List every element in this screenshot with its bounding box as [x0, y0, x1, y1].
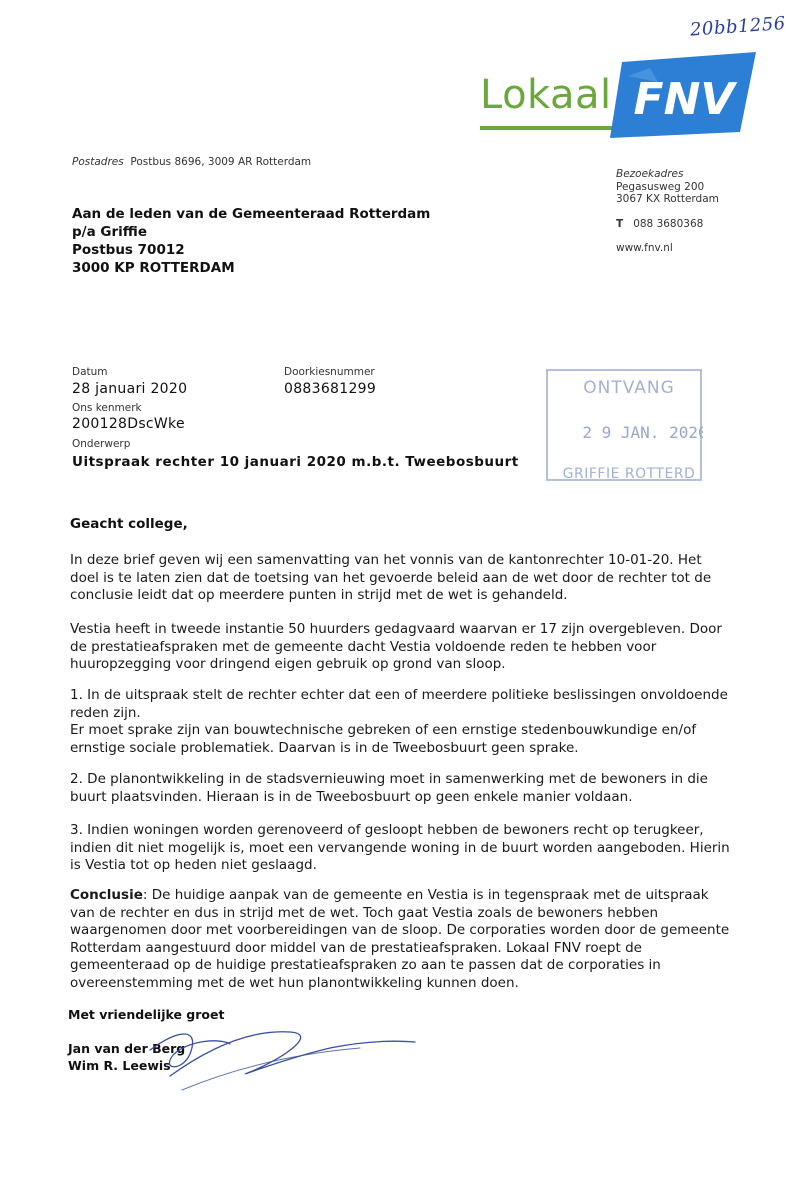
signatory-name: Jan van der Berg: [68, 1041, 186, 1056]
received-stamp: [545, 366, 703, 484]
paragraph-point-3: [70, 822, 730, 875]
paragraph-point-2: [70, 771, 730, 806]
date-value: 28 januari 2020: [72, 381, 188, 397]
paragraph-text: 3. Indien woningen worden gerenoveerd of gesloopt hebben de bewoners recht op terugkeer, indien dit niet mogelijk is, moet een vervangende woning in de buurt worden aangeboden. Hierin is Vestia tot op heden niet geslaagd.: [70, 822, 730, 874]
recipient-line: 3000 KP ROTTERDAM: [72, 260, 235, 276]
lokaal-fnv-logo: [478, 52, 756, 140]
subject-label: Onderwerp: [72, 438, 131, 450]
paragraph-text: Er moet sprake zijn van bouwtechnische gebreken of een ernstige stedenbouwkundige en/of ernstige sociale problematiek. Daarvan is in de Tweebosbuurt geen sprake.: [70, 722, 697, 756]
extension-label: Doorkiesnummer: [284, 366, 375, 378]
paragraph-conclusion: [70, 887, 730, 993]
visit-street: Pegasusweg 200: [616, 180, 705, 193]
reference-value: 200128DscWke: [72, 416, 185, 432]
fnv-brand-text: FNV: [633, 74, 735, 125]
postal-address: [72, 156, 311, 168]
phone-prefix: T: [616, 217, 624, 230]
paragraph-vestia: [70, 621, 730, 674]
logo-word: Lokaal: [480, 72, 612, 118]
extension-value: 0883681299: [284, 381, 377, 397]
recipient-line: Postbus 70012: [72, 242, 185, 258]
paragraph-point-1: [70, 687, 730, 757]
visit-label: Bezoekadres: [616, 168, 684, 180]
postal-address-value: Postbus 8696, 3009 AR Rotterdam: [130, 156, 312, 168]
paragraph-text: 1. In de uitspraak stelt de rechter echter dat een of meerdere politieke beslissingen onvoldoende reden zijn.: [70, 687, 728, 721]
paragraph-intro: [70, 552, 730, 605]
recipient-block: [72, 205, 430, 277]
conclusion-label: Conclusie: [70, 887, 143, 903]
stamp-bottom-text: GRIFFIE ROTTERD: [562, 466, 696, 482]
handwritten-reference-note: 20bb1256: [689, 12, 787, 41]
visit-web: www.fnv.nl: [616, 242, 673, 254]
subject-value: Uitspraak rechter 10 januari 2020 m.b.t. Tweebosbuurt: [72, 454, 519, 470]
recipient-line: p/a Griffie: [72, 224, 147, 240]
stamp-top-text: ONTVANG: [583, 378, 675, 398]
paragraph-text: Vestia heeft in tweede instantie 50 huurders gedagvaard waarvan er 17 zijn overgebleven. Door de prestatieafspraken met de gemeente dacht Vestia voldoende reden te hebben voor huuropzegging voor dringend eigen gebruik op grond van sloop.: [70, 621, 722, 673]
visit-phone: 088 3680368: [633, 217, 704, 230]
recipient-line: Aan de leden van de Gemeenteraad Rotterdam: [72, 206, 431, 222]
fnv-brand-mark: [478, 52, 756, 140]
paragraph-text: In deze brief geven wij een samenvatting van het vonnis van de kantonrechter 10-01-20. Het doel is te laten zien dat de toetsing van het gevoerde beleid aan de wet door de rechter tot de conclusie leidt dat op meerdere punten in strijd met de wet is gehandeld.: [70, 552, 712, 604]
received-stamp-frame: [545, 366, 703, 484]
salutation: Geacht college,: [70, 516, 188, 532]
visiting-address: [616, 168, 719, 255]
handwritten-signature: [130, 1020, 420, 1095]
signatory-name: Wim R. Leewis: [68, 1058, 171, 1073]
postal-address-label: Postadres: [72, 156, 124, 168]
visit-city: 3067 KX Rotterdam: [616, 193, 719, 205]
paragraph-text: 2. De planontwikkeling in de stadsvernieuwing moet in samenwerking met de bewoners in die buurt plaatsvinden. Hieraan is in de Tweebosbuurt op geen enkele manier voldaan.: [70, 771, 708, 805]
conclusion-text: : De huidige aanpak van de gemeente en Vestia is in tegenspraak met de uitspraak van de rechter en dus in strijd met de wet. Toch gaat Vestia zoals de bewoners hebben waargenomen door met voorbereidingen van de sloop. De corporaties worden door de gemeente Rotterdam aangestuurd door middel van de prestatieafspraken. Lokaal FNV roept de gemeenteraad op de huidige prestatieafspraken zo aan te passen dat de corporaties in overeenstemming met de wet hun planontwikkeling kunnen doen.: [70, 887, 730, 991]
closing-greeting: Met vriendelijke groet: [68, 1007, 225, 1022]
stamp-date-text: 2 9 JAN. 2020: [582, 423, 703, 442]
date-label: Datum: [72, 366, 108, 378]
reference-label: Ons kenmerk: [72, 402, 142, 414]
visit-phone-row: [616, 218, 719, 231]
